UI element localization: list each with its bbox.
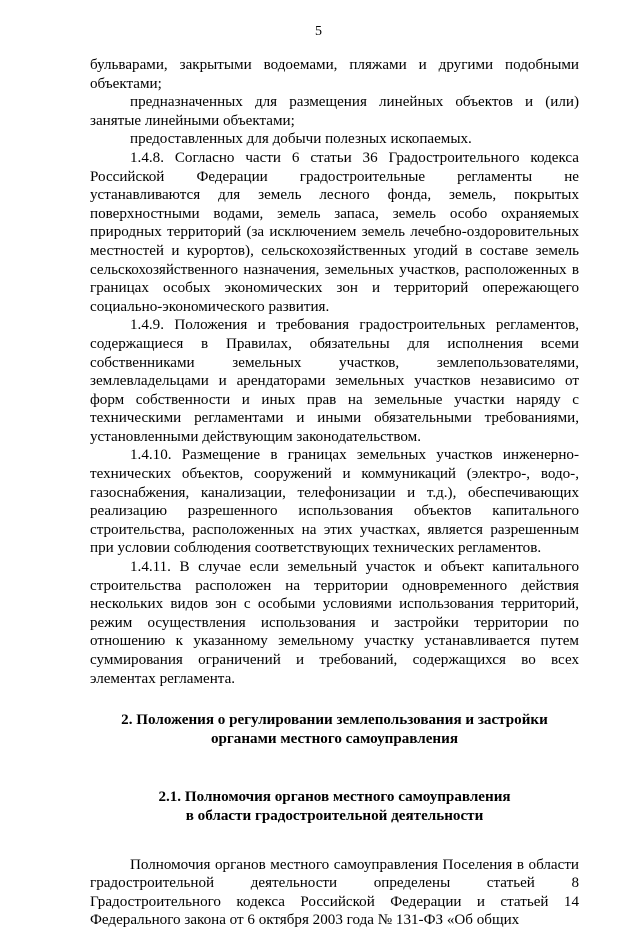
section-heading-2-1 — [90, 788, 579, 825]
section-heading-2-1-line2: в области градостроительной деятельности — [185, 807, 484, 824]
paragraph-1-4-11: 1.4.11. В случае если земельный участок и объект капитального строительства расположен на территории одновременного действия нескольких видов зон с особыми условиями использования территорий, режим осуществления использования и застройки территории по отношению к указанному земельному участку устанавливается путем суммирования ограничений и требований, содержащихся во всех элементах регламента. — [90, 559, 579, 687]
paragraph-linear-objects: предназначенных для размещения линейных объектов и (или) занятые линейными объектами; — [90, 94, 579, 129]
section-heading-2 — [90, 711, 579, 748]
paragraph-continuation: бульварами, закрытыми водоемами, пляжами и другими подобными объектами; — [90, 57, 579, 92]
document-body — [90, 56, 579, 930]
paragraph-1-4-8: 1.4.8. Согласно части 6 статьи 36 Градостроительного кодекса Российской Федерации градостроительные регламенты не устанавливаются для земель лесного фонда, земель, покрытых поверхностными водами, земель запаса, земель особо охраняемых природных территорий (за исключением земель лечебно-оздоровительных местностей и курортов), сельскохозяйственных угодий в составе земель сельскохозяйственного назначения, земельных участков, расположенных в границах особых экономических зон и территорий опережающего социально-экономического развития. — [90, 149, 579, 315]
paragraph-powers: Полномочия органов местного самоуправления Поселения в области градостроительной деятельности определены статьей 8 Градостроительного кодекса Российской Федерации и статьей 14 Федерального закона от 6 октября 2003 года № 131-ФЗ «Об общих — [90, 856, 579, 929]
section-heading-2-1-line1: 2.1. Полномочия органов местного самоуправления — [158, 789, 511, 806]
paragraph-1-4-9: 1.4.9. Положения и требования градостроительных регламентов, содержащиеся в Правилах, обязательны для исполнения всеми собственниками земельных участков, землепользователями, землевладельцами и арендаторами земельных участков независимо от форм собственности и иных прав на земельные участки наряду с техническими регламентами и иными обязательными требованиями, установленными действующим законодательством. — [90, 317, 579, 445]
paragraph-1-4-10: 1.4.10. Размещение в границах земельных участков инженерно-технических объектов, сооружений и коммуникаций (электро-, водо-, газоснабжения, канализации, телефонизации и т.д.), обеспечивающих реализацию разрешенного использования объектов капитального строительства, расположенных на этих участках, является разрешенным при условии соблюдения соответствующих технических регламентов. — [90, 447, 579, 557]
paragraph-minerals: предоставленных для добычи полезных ископаемых. — [130, 131, 472, 148]
section-heading-2-line2: органами местного самоуправления — [210, 730, 458, 747]
section-heading-2-line1: 2. Положения о регулировании землепользования и застройки — [121, 712, 548, 729]
page-number: 5 — [315, 24, 322, 39]
